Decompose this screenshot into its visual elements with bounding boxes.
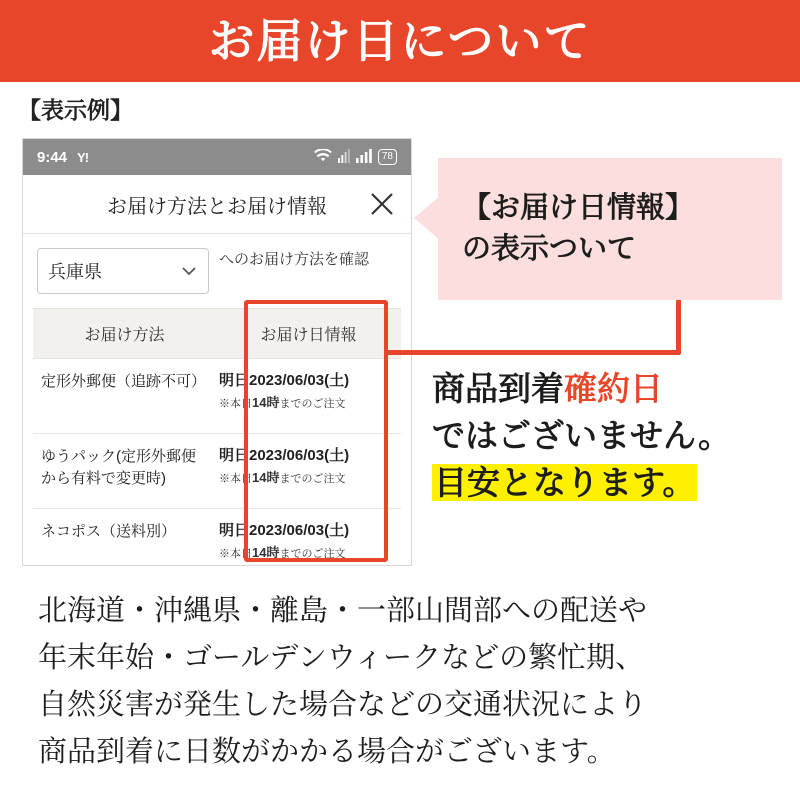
wifi-icon — [314, 149, 332, 165]
prefecture-row — [23, 234, 411, 304]
cell-method: ネコポス（送料別） — [41, 523, 177, 540]
carrier-label: Y! — [77, 149, 89, 165]
page-header-banner — [0, 0, 800, 82]
message-line-3-highlight: 目安となります。 — [434, 463, 696, 501]
delivery-table — [33, 308, 401, 566]
signal-secondary-icon — [338, 149, 350, 165]
date-main: 明日2023/06/03(土) — [219, 372, 350, 389]
callout-balloon — [438, 158, 782, 300]
note-line-4: 商品到着に日数がかかる場合がございます。 — [38, 735, 616, 768]
message-line-3 — [432, 460, 796, 507]
callout-connector-horizontal — [386, 350, 680, 355]
sheet-title: お届け方法とお届け情報 — [107, 195, 327, 218]
status-time: 9:44 — [37, 148, 68, 166]
close-icon[interactable] — [369, 191, 395, 217]
date-sub: ※本日14時までのご注文 — [219, 394, 346, 410]
column-header-method: お届け方法 — [84, 327, 165, 344]
callout-line-1: 【お届け日情報】 — [462, 192, 695, 225]
cell-method: 定形外郵便（追跡不可） — [41, 373, 207, 390]
signal-bars-icon — [356, 149, 372, 165]
sheet-header — [23, 175, 411, 234]
cell-date — [211, 434, 391, 508]
note-line-1: 北海道・沖縄県・離島・一部山間部への配送や — [38, 595, 648, 627]
cell-method: ゆうパック(定形外郵便から有料で変更時) — [41, 448, 196, 487]
date-sub: ※本日14時までのご注文 — [219, 469, 346, 485]
callout-connector-vertical — [676, 300, 681, 354]
date-main: 明日2023/06/03(土) — [219, 522, 350, 539]
callout-line-2: の表示ついて — [462, 233, 637, 265]
phone-status-bar — [23, 139, 411, 175]
table-header-row — [33, 309, 401, 358]
chevron-down-icon — [180, 262, 198, 280]
battery-level: 78 — [378, 149, 397, 165]
prefecture-select[interactable] — [37, 248, 209, 294]
callout-tail — [414, 196, 440, 240]
table-row — [33, 358, 401, 433]
column-header-date: お届け日情報 — [260, 327, 357, 344]
page-title: お届け日について — [208, 15, 592, 67]
prefecture-selected-value: 兵庫県 — [48, 262, 102, 282]
cell-date — [211, 359, 391, 433]
message-line-1 — [432, 366, 796, 413]
cell-date — [211, 509, 391, 566]
date-sub: ※本日14時までのご注文 — [219, 544, 346, 560]
date-main: 明日2023/06/03(土) — [219, 447, 350, 464]
phone-screenshot-mock — [22, 138, 412, 566]
delivery-check-note: へのお届け方法を確認 — [219, 251, 370, 268]
bottom-note — [38, 588, 778, 776]
message-line-1-plain: 商品到着 — [432, 370, 564, 407]
table-row — [33, 433, 401, 508]
message-line-1-accent: 確約日 — [564, 370, 663, 407]
message-line-2: ではございません。 — [432, 416, 731, 454]
example-label: 【表示例】 — [18, 97, 133, 123]
table-row — [33, 508, 401, 566]
note-line-2: 年末年始・ゴールデンウィークなどの繁忙期、 — [38, 641, 645, 674]
note-line-3: 自然災害が発生した場合などの交通状況により — [38, 688, 648, 721]
warning-message — [432, 366, 796, 507]
